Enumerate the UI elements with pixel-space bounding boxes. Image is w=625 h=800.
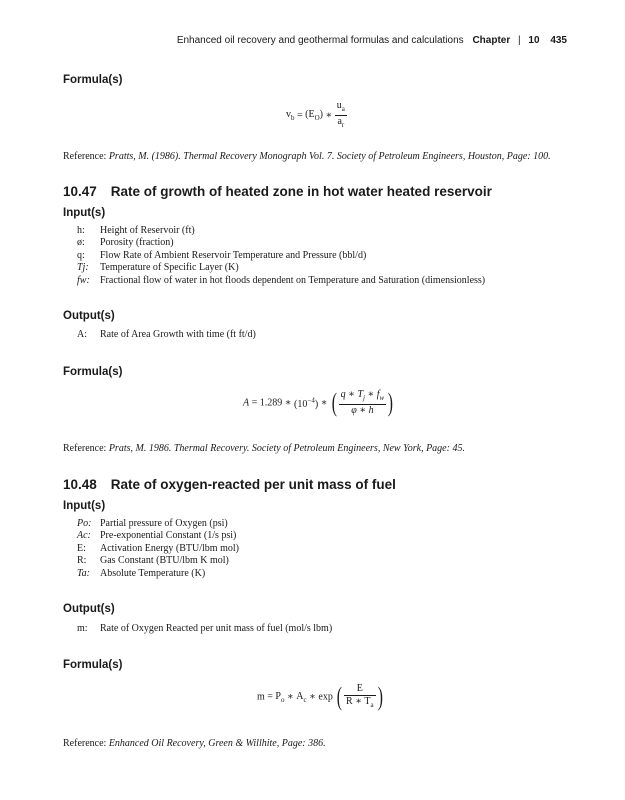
list-item: fw: Fractional flow of water in hot floods dependent on Temperature and Saturation (dimensionless) (77, 274, 486, 286)
chapter-number: 10 (528, 35, 540, 46)
section-title-10-47: 10.47 Rate of growth of heated zone in hot water heated reservoir (63, 184, 492, 199)
input-list-10-48 (77, 518, 239, 580)
reference-10-47: Reference: Prats, M. 1986. Thermal Recovery. Society of Petroleum Engineers, New York, Page: 45. (63, 443, 465, 454)
formula-area-growth: A = 1.289 ∗ $(10^{-4})$ ∗ ( $\frac{q ∗ T_j ∗ f_w}{\varphi ∗ h}$ ) (243, 388, 394, 417)
list-item: E: Activation Energy (BTU/lbm mol) (77, 542, 239, 554)
list-item: m: Rate of Oxygen Reacted per unit mass of fuel (mol/s lbm) (77, 623, 333, 634)
input-list-10-47 (77, 225, 485, 287)
reference-top: Reference: Pratts, M. (1986). Thermal Recovery Monograph Vol. 7. Society of Petroleum Engineers, Houston, Page: 100. (63, 151, 551, 162)
list-item: A: Rate of Area Growth with time (ft ft/d) (77, 329, 256, 340)
chapter-separator: | (518, 35, 521, 46)
output-list-10-48 (77, 623, 332, 635)
list-item: Tj: Temperature of Specific Layer (K) (77, 262, 239, 274)
formula-heading-10-48: Formula(s) (63, 659, 123, 671)
formula-vb: $v_b = (E_O)$ ∗ $\frac{u_a}{a_r}$ (286, 100, 345, 129)
formula-heading-10-47: Formula(s) (63, 366, 123, 378)
inputs-heading-10-47: Input(s) (63, 207, 106, 219)
list-item: R: Gas Constant (BTU/lbm K mol) (77, 555, 229, 567)
list-item: h: Height of Reservoir (ft) (77, 225, 195, 236)
reference-10-48: Reference: Enhanced Oil Recovery, Green & Willhite, Page: 386. (63, 738, 326, 749)
page-number: 435 (550, 35, 567, 46)
formula-heading-top: Formula(s) (63, 74, 123, 86)
list-item: Po: Partial pressure of Oxygen (psi) (77, 518, 228, 529)
formula-oxygen-rate: $m = P_o$ ∗ $A_c$ ∗ exp ( $\frac{E}{R ∗ T_a}$ ) (257, 682, 383, 711)
outputs-heading-10-48: Output(s) (63, 603, 115, 615)
list-item: ø: Porosity (fraction) (77, 237, 174, 249)
output-list-10-47 (77, 329, 256, 341)
list-item: q: Flow Rate of Ambient Reservoir Temperature and Pressure (bbl/d) (77, 249, 367, 261)
running-head (177, 35, 567, 46)
running-title: Enhanced oil recovery and geothermal formulas and calculations (176, 35, 464, 46)
list-item: Ac: Pre-exponential Constant (1/s psi) (77, 530, 237, 542)
outputs-heading-10-47: Output(s) (63, 310, 115, 322)
section-title-10-48: 10.48 Rate of oxygen-reacted per unit mass of fuel (63, 477, 396, 492)
chapter-label: Chapter (472, 35, 511, 46)
list-item: Ta: Absolute Temperature (K) (77, 567, 206, 579)
inputs-heading-10-48: Input(s) (63, 500, 106, 512)
